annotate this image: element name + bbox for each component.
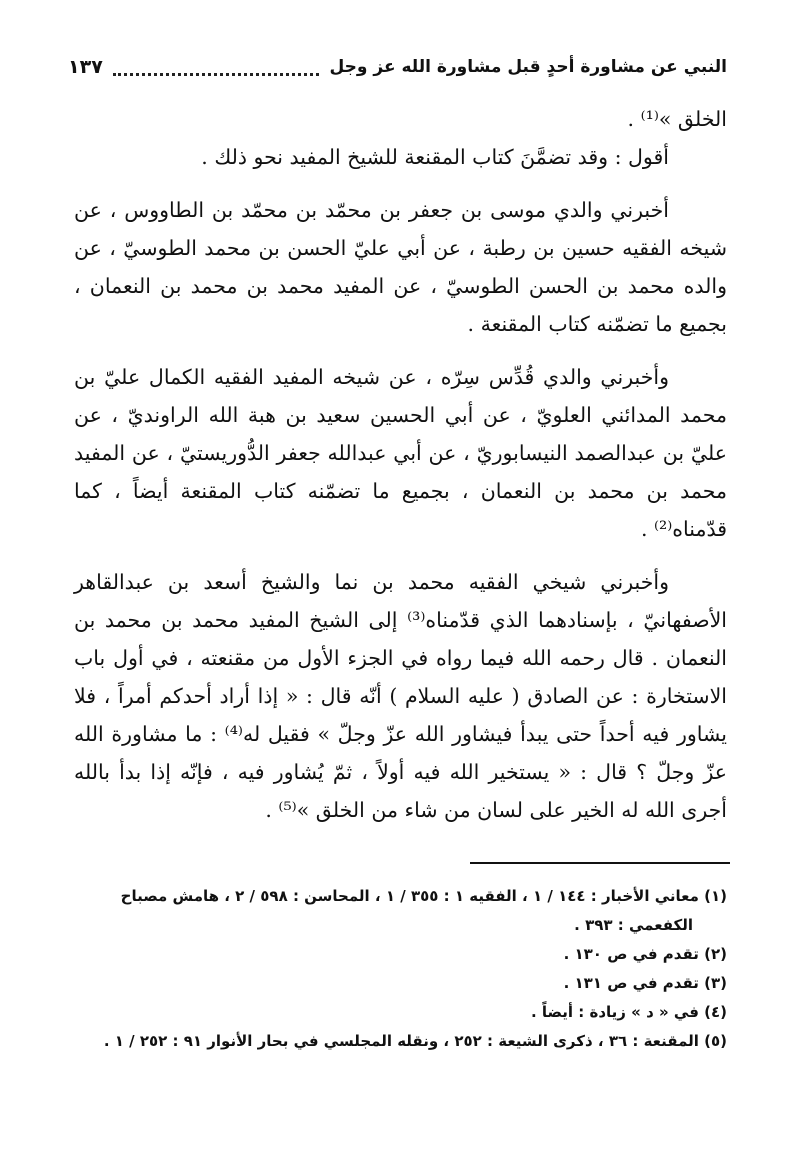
running-header	[68, 50, 727, 84]
footnote-1-continuation: الكفعمي : ٣٩٣ .	[574, 916, 693, 934]
footnote-1: (١) معاني الأخبار : ١٤٤ / ١ ، الفقيه ١ : ٣٥٥ / ١ ، المحاسن : ٥٩٨ / ٢ ، هامش مصباح	[120, 887, 727, 905]
main-text	[74, 100, 727, 829]
page-number: ١٣٧	[68, 56, 103, 78]
footnotes	[74, 882, 727, 1056]
footnote-separator	[470, 862, 730, 864]
paragraph-4: وأخبرني والدي قُدِّس سِرّه ، عن شيخه المفيد الفقيه الكمال عليّ بن محمد المدائني العلويّ ، عن أبي الحسين سعيد بن هبة الله الراونديّ ، عن عليّ بن عبدالصمد النيسابوريّ ، عن أبي عبدالله جعفر الدُّوريستيّ ، عن المفيد محمد بن محمد بن النعمان ، بجميع ما تضمّنه كتاب المقنعة أيضاً ، كما قدّمناه⁽²⁾ .	[74, 365, 727, 541]
footnote-3: (٣) تقدم في ص ١٣١ .	[563, 974, 727, 992]
footnote-2: (٢) تقدم في ص ١٣٠ .	[563, 945, 727, 963]
paragraph-5: وأخبرني شيخي الفقيه محمد بن نما والشيخ أسعد بن عبدالقاهر الأصفهانيّ ، بإسنادهما الذي قدّمناه⁽³⁾ إلى الشيخ المفيد محمد بن محمد بن النعمان . قال رحمه الله فيما رواه في الجزء الأول من مقنعته ، في أول باب الاستخارة : عن الصادق ( عليه السلام ) أنّه قال : « إذا أراد أحدكم أمراً ، فلا يشاور فيه أحداً حتى يبدأ فيشاور الله عزّ وجلّ » فقيل له⁽⁴⁾ : ما مشاورة الله عزّ وجلّ ؟ قال : « يستخير الله فيه أولاً ، ثمّ يُشاور فيه ، فإنّه إذا بدأ بالله أجرى الله له الخير على لسان من شاء من الخلق »⁽⁵⁾ .	[74, 570, 727, 822]
paragraph-1: الخلق »⁽¹⁾ .	[627, 107, 727, 131]
footnote-5: (٥) المقنعة : ٣٦ ، ذكرى الشيعة : ٢٥٢ ، ونقله المجلسي في بحار الأنوار ٩١ : ٢٥٢ / ١ .	[103, 1032, 727, 1050]
footnote-4: (٤) في « د » زيادة : أيضاً .	[530, 1003, 727, 1021]
header-title: النبي عن مشاورة أحدٍ قبل مشاورة الله عز وجل	[329, 57, 727, 77]
paragraph-2: أقول : وقد تضمَّنَ كتاب المقنعة للشيخ المفيد نحو ذلك .	[201, 145, 669, 169]
paragraph-3: أخبرني والدي موسى بن جعفر بن محمّد بن محمّد بن الطاووس ، عن شيخه الفقيه حسين بن رطبة ، عن أبي عليّ الحسن بن محمد الطوسيّ ، عن والده محمد بن الحسن الطوسيّ ، عن المفيد محمد بن محمد بن النعمان ، بجميع ما تضمّنه كتاب المقنعة .	[74, 198, 727, 336]
header-dot-leader	[113, 59, 320, 76]
